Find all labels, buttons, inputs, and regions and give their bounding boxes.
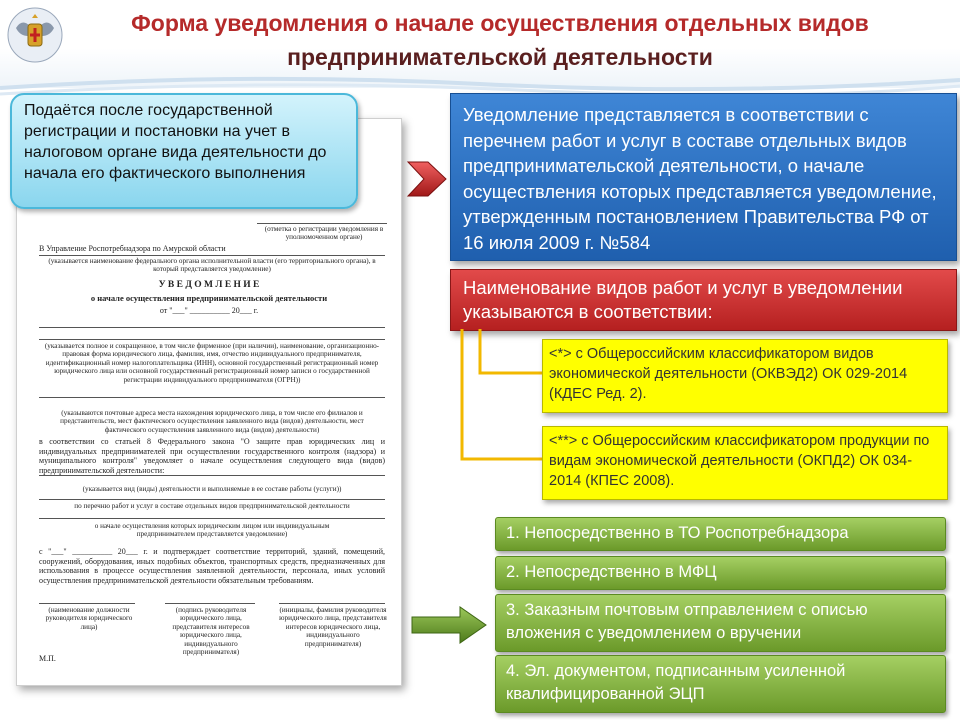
doc-recipient: В Управление Роспотребнадзора по Амурской области: [39, 244, 226, 253]
submission-method-label: 2. Непосредственно в МФЦ: [506, 563, 717, 581]
doc-hint-list: по перечню работ и услуг в составе отдельных видов предпринимательской деятельности: [74, 502, 350, 510]
doc-registration-mark: (отметка о регистрации уведомления в уполномоченном органе): [264, 225, 384, 242]
okved-classifier-box: [542, 339, 948, 413]
classifier-heading-text: Наименование видов работ и услуг в уведомлении указываются в соответствии:: [463, 277, 903, 322]
doc-recipient-hint: (указывается наименование федерального органа исполнительной власти (его территориального органа), в который представляется уведомление): [48, 257, 376, 274]
submission-method-label: 3. Заказным почтовым отправлением с описью вложения с уведомлением о вручении: [506, 601, 868, 642]
red-arrow-icon: [406, 156, 448, 202]
doc-hint-kind: (указывается вид (виды) деятельности и выполняемые в ее составе работы (услуги)): [82, 485, 342, 493]
doc-subheading: о начале осуществления предпринимательской деятельности: [90, 293, 328, 303]
legal-basis-box: [450, 93, 957, 261]
doc-hint-name: (указывается полное и сокращенное, в том числе фирменное (при наличии), наименование, организационно-правовая форма юридического лица, фамилия, имя, отчество индивидуального предпринимателя, идентификационный номер налогоплательщика (ИНН), основной государственный регистрационный номер юридического лица или основной государственный регистрационный номер записи о государственной регистрации индивидуального предпринимателя (ОГРН)): [44, 342, 380, 384]
doc-heading: У В Е Д О М Л Е Н И Е: [158, 280, 260, 290]
doc-signature-name: (инициалы, фамилия руководителя юридического лица, представителя интересов юридического лица, индивидуального предпринимателя): [279, 606, 387, 648]
okpd-classifier-box: [542, 426, 948, 500]
submission-method-label: 1. Непосредственно в ТО Роспотребнадзора: [506, 524, 849, 542]
submission-timing-callout: [10, 93, 358, 209]
doc-signature-sign: (подпись руководителя юридического лица, представителя интересов юридического лица, индивидуального предпринимателя): [172, 606, 250, 657]
doc-compliance-text: с "___" __________ 20___ г. и подтверждает соответствие территорий, зданий, помещений, сооружений, оборудования, иных подобных объектов, транспортных средств, предназначенных для использования в процессе осуществления заявленной деятельности, персонала, иных условий осуществления предпринимательской деятельности обязательным требованиям.: [39, 547, 385, 585]
submission-method-mail: [495, 594, 946, 652]
submission-method-mfc: [495, 556, 946, 590]
doc-date-line: от "___" __________ 20___ г.: [159, 306, 259, 315]
submission-method-electronic: [495, 655, 946, 713]
doc-signature-position: (наименование должности руководителя юридического лица): [45, 606, 133, 631]
okved-classifier-text: <*> с Общероссийским классификатором видов экономической деятельности (ОКВЭД2) ОК 029-2014 (КДЕС Ред. 2).: [549, 346, 908, 402]
page-title: Форма уведомления о начале осуществления отдельных видов: [131, 10, 869, 36]
doc-law-text: в соответствии со статьей 8 Федерального закона "О защите прав юридических лиц и индивидуальных предпринимателей при осуществлении государственного контроля (надзора) и муниципального контроля" уведомляет о начале осуществления следующего вида (видов) предпринимательской деятельности:: [39, 437, 385, 475]
page-subtitle: предпринимательской деятельности: [287, 44, 713, 70]
okpd-classifier-text: <**> с Общероссийским классификатором продукции по видам экономической деятельности (ОКПД2) ОК 034-2014 (КПЕС 2008).: [549, 433, 930, 489]
submission-method-rospotrebnadzor: [495, 517, 946, 551]
green-arrow-icon: [410, 605, 488, 645]
doc-stamp-place: М.П.: [39, 654, 56, 663]
doc-hint-address: (указываются почтовые адреса места нахождения юридического лица, в том числе его филиалов и представительств, мест фактического осуществления заявленного вида (видов) деятельности, мест фактического осуществления заявленного вида (видов) деятельности): [60, 409, 364, 434]
legal-basis-text: Уведомление представляется в соответствии с перечнем работ и услуг в составе отдельных видов предпринимательской деятельности, о начале осуществления которых представляется уведомление, утвержденным постановлением Правительства РФ от 16 июля 2009 г. №584: [463, 104, 937, 253]
doc-hint-notice: о начале осуществления которых юридическим лицом или индивидуальным предпринимателем представляется уведомление): [94, 522, 330, 539]
submission-method-label: 4. Эл. документом, подписанным усиленной квалифицированной ЭЦП: [506, 662, 846, 703]
classifier-heading-box: [450, 269, 957, 331]
callout-text: Подаётся после государственной регистрации и постановки на учет в налоговом органе вида деятельности до начала его фактического выполнения: [24, 102, 327, 182]
